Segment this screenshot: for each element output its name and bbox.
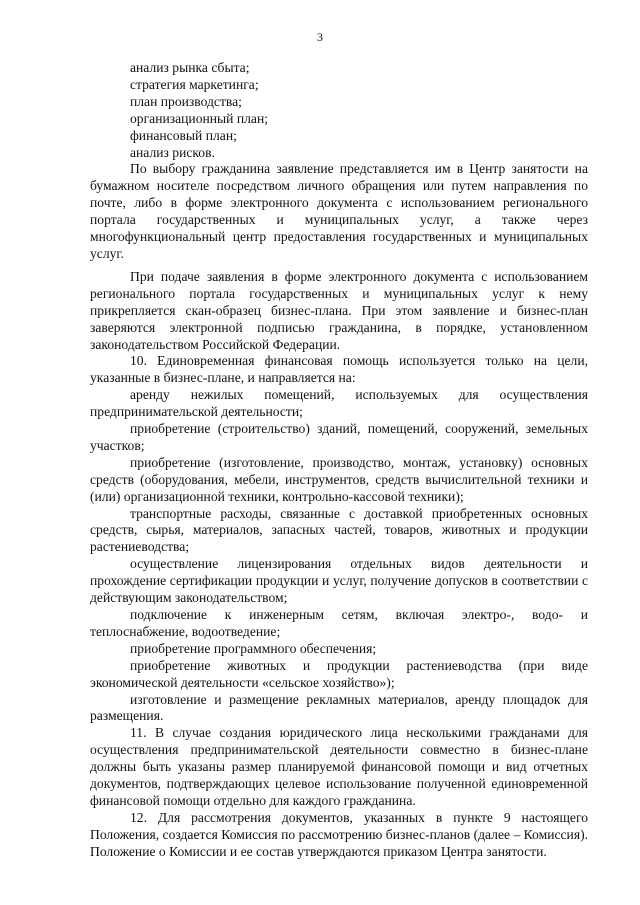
list-item: анализ рынка сбыта; — [130, 60, 250, 75]
list-item: план производства; — [130, 93, 242, 109]
paragraph-clause-11: 11. В случае создания юридического лица несколькими гражданами для осуществления предпринимательской деятельности совместно в бизнес-плане должны быть указаны размер планируемой финансовой помощи и вид отчетных документов, подтверждающих целевое использование полученной единовременной финансовой помощи отдельно для каждого гражданина. — [90, 725, 588, 808]
paragraph-clause-12: 12. Для рассмотрения документов, указанных в пункте 9 настоящего Положения, создается Комиссия по рассмотрению бизнес-планов (далее – Комиссия). Положение о Комиссии и ее состав утверждаются приказом Центра занятости. — [90, 809, 588, 859]
list-item: анализ рисков. — [130, 144, 215, 160]
purpose-item: приобретение (строительство) зданий, помещений, сооружений, земельных участков; — [90, 421, 588, 453]
purpose-item: подключение к инженерным сетям, включая электро-, водо- и теплоснабжение, водоотведение; — [90, 607, 588, 639]
paragraph-submission-methods: По выбору гражданина заявление представляется им в Центр занятости на бумажном носителе посредством личного обращения или путем направления по почте, либо в форме электронного документа с использованием регионального портала государственных и муниципальных услуг, а также через многофункциональный центр предоставления государственных и муниципальных услуг. — [90, 161, 588, 261]
purpose-item: изготовление и размещение рекламных материалов, аренду площадок для размещения. — [90, 691, 588, 724]
purpose-item: аренду нежилых помещений, используемых для осуществления предпринимательской деятельности; — [90, 387, 588, 420]
page-number: 3 — [317, 30, 323, 44]
document-body — [90, 60, 588, 861]
plan-items-list — [90, 60, 588, 161]
list-item: стратегия маркетинга; — [130, 76, 259, 92]
purpose-item: транспортные расходы, связанные с доставкой приобретенных основных средств, сырья, материалов, запасных частей, товаров, животных и продукции растениеводства; — [90, 505, 588, 555]
purpose-item: осуществление лицензирования отдельных видов деятельности и прохождение сертификации продукции и услуг, получение допусков в соответствии с действующим законодательством; — [90, 556, 588, 606]
purpose-item: приобретение программного обеспечения; — [130, 640, 377, 656]
purpose-item: приобретение животных и продукции растениеводства (при виде экономической деятельности «сельское хозяйство»); — [90, 657, 588, 690]
purpose-item: приобретение (изготовление, производство, монтаж, установку) основных средств (оборудования, мебели, инструментов, средств вычислительной техники и (или) организационной техники, контрольно-кассовой техники); — [90, 454, 588, 504]
list-item: организационный план; — [130, 110, 269, 126]
list-item: финансовый план; — [130, 127, 237, 143]
paragraph-electronic-submission: При подаче заявления в форме электронного документа с использованием регионального портала государственных и муниципальных услуг к нему прикрепляется скан-образец бизнес-плана. При этом заявление и бизнес-план заверяются электронной подписью гражданина, в порядке, установленном законодательством Российской Федерации. — [90, 268, 588, 352]
paragraph-clause-10: 10. Единовременная финансовая помощь используется только на цели, указанные в бизнес-плане, и направляется на: — [90, 353, 588, 386]
